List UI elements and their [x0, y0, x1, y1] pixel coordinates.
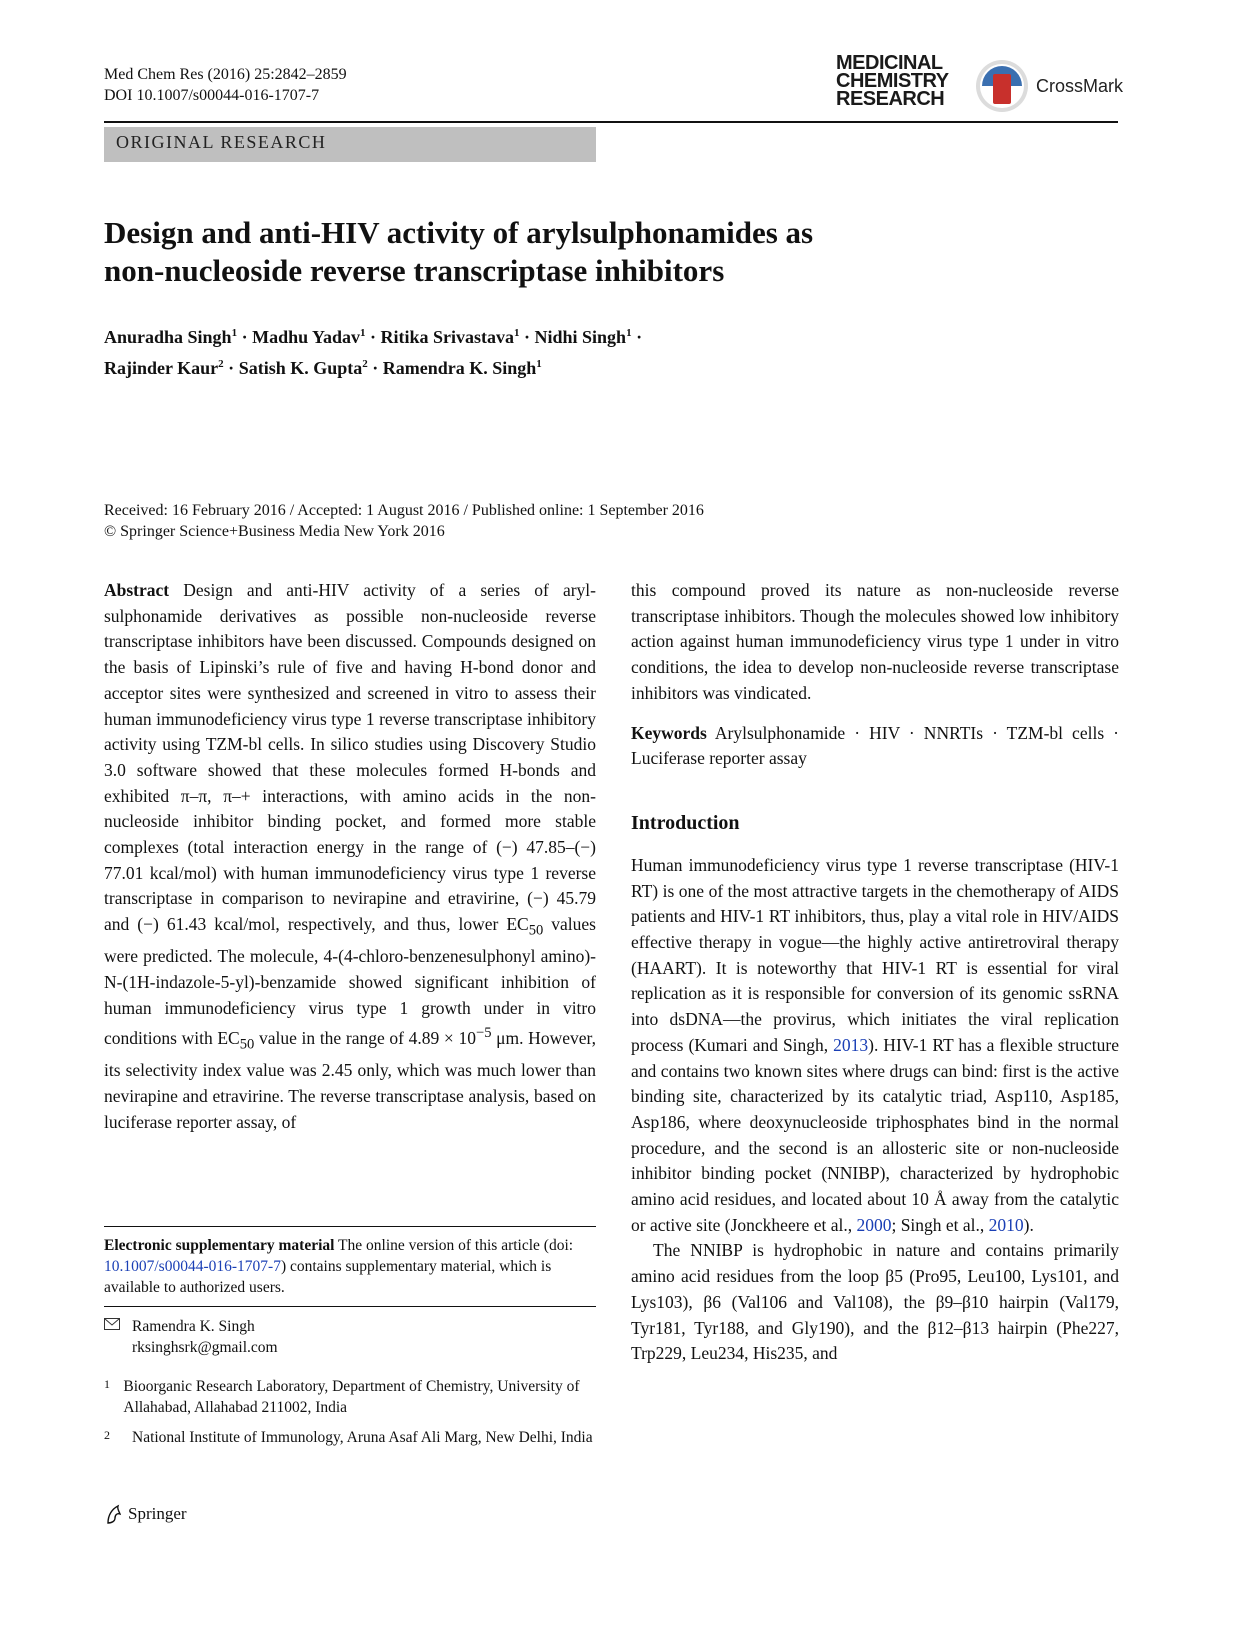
section-label: ORIGINAL RESEARCH: [116, 132, 327, 152]
publication-dates: [104, 500, 704, 542]
crossmark-label[interactable]: CrossMark: [1036, 76, 1124, 96]
page-footer: [104, 1503, 187, 1525]
correspondence: [104, 1316, 596, 1358]
affiliation-2: 2 National Institute of Immunology, Aruna Asaf Ali Marg, New Delhi, India: [104, 1428, 593, 1446]
keywords-label: Keywords: [631, 722, 707, 743]
received-line: Received: 16 February 2016 / Accepted: 1 August 2016 / Published online: 1 September 2016: [104, 502, 704, 519]
supplementary-note: Electronic supplementary material The online version of this article (doi: 10.1007/s00044-016-1707-7) contains supplementary material, which is available to authorized users.: [104, 1237, 574, 1296]
journal-logo-block: [836, 52, 1124, 122]
header-rule: [104, 121, 1118, 123]
author-name[interactable]: Rajinder Kaur: [104, 358, 219, 378]
left-column: [104, 578, 596, 1136]
author-name[interactable]: Satish K. Gupta: [238, 358, 363, 378]
author-list: Anuradha Singh$^1$ · Madhu Yadav$^1$ · Ritika Srivastava$^1$ · Nidhi Singh$^1$ · Rajinder Kaur$^2$ · Satish K. Gupta$^2$ · Ramendra K. Singh$^1$: [104, 327, 643, 378]
journal-citation: [104, 64, 347, 106]
title-line-1: Design and anti-HIV activity of arylsulphonamides as: [104, 215, 814, 250]
crossmark-icon[interactable]: [974, 58, 1030, 114]
citation-link[interactable]: 2010: [988, 1214, 1024, 1235]
author-name[interactable]: Ramendra K. Singh: [382, 358, 537, 378]
journal-logo: MEDICINAL CHEMISTRY RESEARCH: [836, 52, 949, 110]
introduction-heading: Introduction: [631, 811, 740, 834]
intro-paragraph-2: The NNIBP is hydrophobic in nature and contains primarily amino acid residues from the loop β5 (Pro95, Leu100, Lys101, and Lys103), β6 (Val106 and Val108), the β9–β10 hairpin (Val179, Tyr181, Tyr188, and Gly190), and the β12–β13 hairpin (Phe227, Trp229, Leu234, His235, and: [631, 1240, 1119, 1364]
right-column: [631, 578, 1119, 1367]
author-name[interactable]: Nidhi Singh: [534, 327, 627, 347]
article-title: [104, 214, 964, 290]
author-name[interactable]: Madhu Yadav: [252, 327, 360, 347]
abstract-label: Abstract: [104, 580, 170, 600]
abstract-continuation: this compound proved its nature as non-nucleoside reverse transcriptase inhibitors. Though the molecules showed low inhibitory action against human immunodeficiency virus type 1 under in vitro conditions, the idea to develop non-nucleoside reverse transcriptase inhibitors was vindicated.: [631, 580, 1119, 703]
author-name[interactable]: Ritika Srivastava: [380, 327, 514, 347]
springer-horse-icon: [104, 1503, 124, 1525]
keywords-text: Arylsulphonamide · HIV · NNRTIs · TZM-bl cells · Luciferase reporter assay: [631, 722, 1119, 769]
correspondence-name: Ramendra K. Singh: [132, 1318, 255, 1335]
doi-line: DOI 10.1007/s00044-016-1707-7: [104, 87, 320, 104]
envelope-icon: [104, 1316, 132, 1358]
publisher-name: Springer: [128, 1504, 187, 1523]
abstract: Abstract Design and anti-HIV activity of a series of aryl-sulphonamide derivatives as possible non-nucleoside reverse transcriptase inhibitors have been discussed. Compounds designed on the basis of Lipinski’s rule of five and having H-bond donor and acceptor sites were synthesized and screened in vitro to assess their human immunodeficiency virus type 1 reverse transcriptase inhibitory activity using TZM-bl cells. In silico studies using Discovery Studio 3.0 software showed that these molecules formed H-bonds and exhibited π–π, π–+ interactions, with amino acids in the non-nucleoside inhibitor binding pocket, and formed more stable complexes (total interaction energy in the range of (−) 47.85–(−) 77.01 kcal/mol) with human immunodeficiency virus type 1 reverse transcriptase in comparison to nevirapine and etravirine, (−) 45.79 and (−) 61.43 kcal/mol, respectively, and thus, lower $EC_{50}$ values were predicted. The molecule, 4-(4-chloro-benzenesulphonyl amino)-N-(1H-indazole-5-yl)-benzamide showed significant inhibition of human immunodeficiency virus type 1 growth under in vitro conditions with $EC_{50}$ value in the range of $4.89 \times 10^{-5}$ μm. However, its selectivity index value was 2.45 only, which was much lower than nevirapine and etravirine. The reverse transcriptase analysis, based on luciferase reporter assay, of: [104, 580, 596, 1132]
footnote-rule: [104, 1306, 596, 1307]
footnote-rule: [104, 1226, 596, 1227]
copyright-line: © Springer Science+Business Media New York 2016: [104, 523, 445, 540]
correspondence-email[interactable]: rksinghsrk@gmail.com: [132, 1339, 278, 1356]
author-name[interactable]: Anuradha Singh: [104, 327, 232, 347]
doi-link[interactable]: 10.1007/s00044-016-1707-7: [104, 1258, 281, 1275]
citation-line: Med Chem Res (2016) 25:2842–2859: [104, 66, 347, 83]
affiliation-1: 1 Bioorganic Research Laboratory, Department of Chemistry, University of Allahabad, Allahabad 211002, India: [104, 1377, 580, 1416]
keywords: [631, 721, 1119, 772]
citation-link[interactable]: 2000: [856, 1214, 892, 1235]
title-line-2: non-nucleoside reverse transcriptase inhibitors: [104, 253, 725, 288]
citation-link[interactable]: 2013: [833, 1034, 869, 1055]
intro-paragraph-1: Human immunodeficiency virus type 1 reverse transcriptase (HIV-1 RT) is one of the most attractive targets in the chemotherapy of AIDS patients and HIV-1 RT inhibitors, thus, play a vital role in HIV/AIDS effective therapy in vogue—the highly active antiretroviral therapy (HAART). It is noteworthy that HIV-1 RT is essential for viral replication as it is responsible for conversion of its genomic ssRNA into dsDNA—the provirus, which initiates the viral replication process (Kumari and Singh, 2013). HIV-1 RT has a flexible structure and contains two known sites where drugs can bind: first is the active binding site, characterized by its catalytic triad, Asp110, Asp185, Asp186, where deoxynucleoside triphosphates bind in the normal procedure, and the second is an allosteric site or non-nucleoside inhibitor binding pocket (NNIBP), characterized by hydrophobic amino acid residues, and located about 10 Å away from the catalytic or active site (Jonckheere et al., 2000; Singh et al., 2010).: [631, 854, 1119, 1235]
